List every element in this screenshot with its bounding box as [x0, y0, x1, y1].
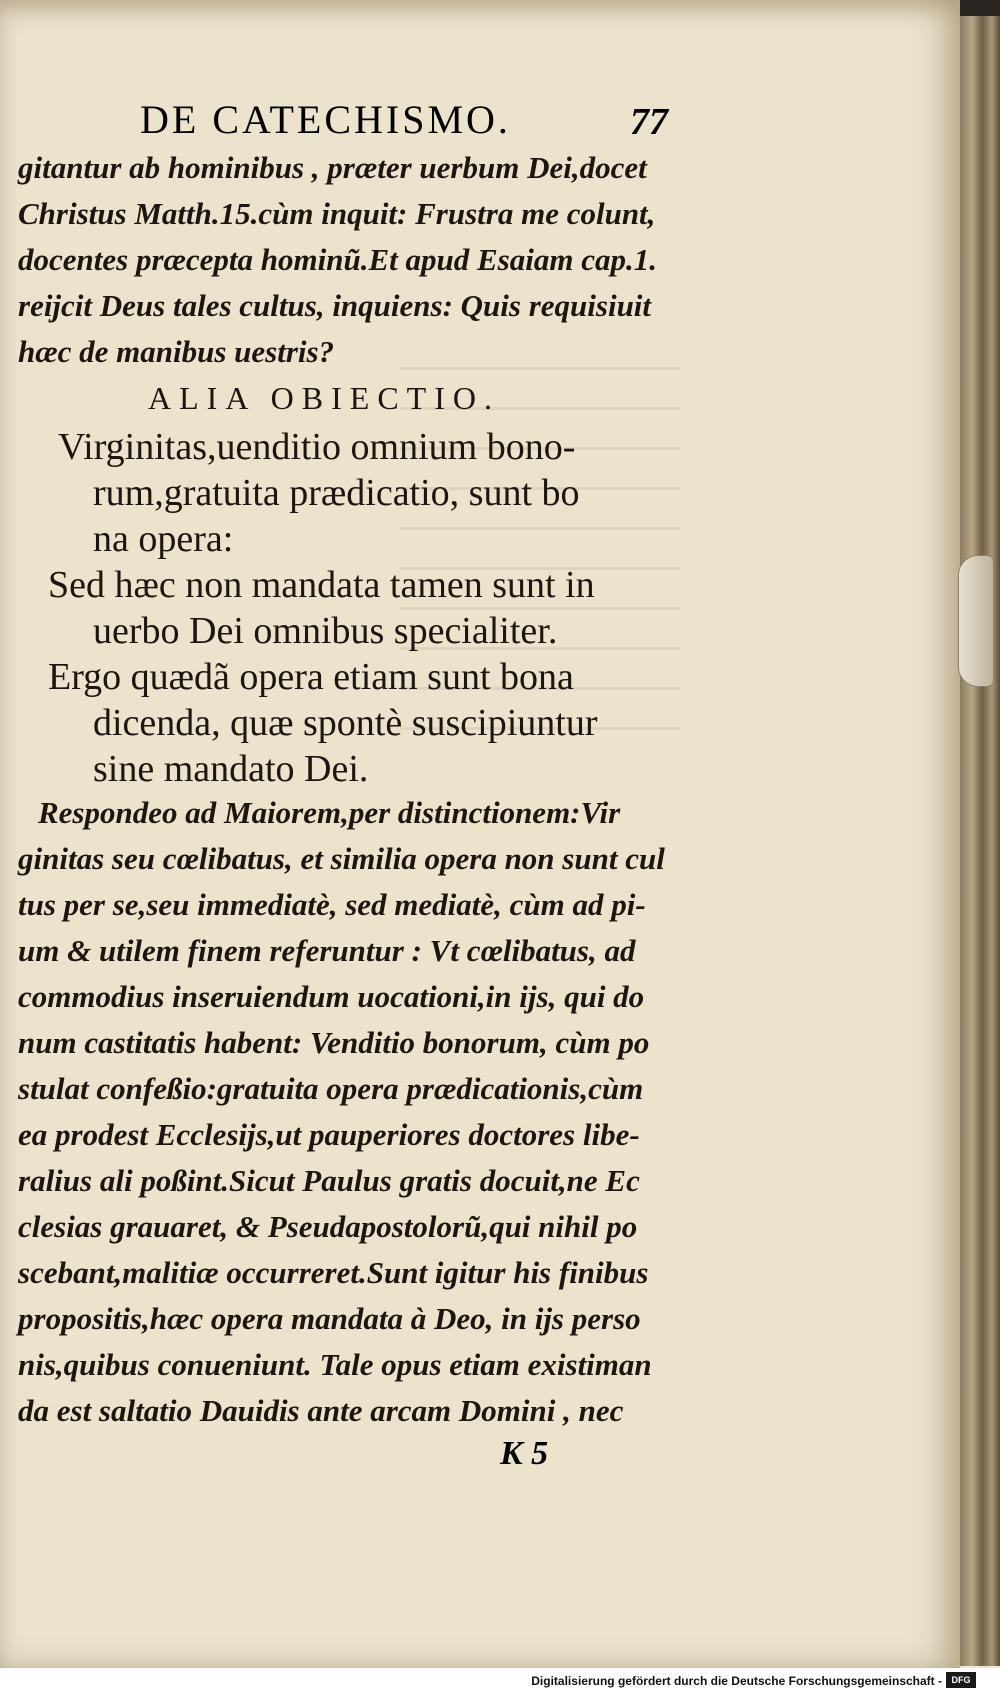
text-line: hæc de manibus uestris? [18, 334, 335, 369]
text-line: Respondeo ad Maiorem,per distinctionem:Vir [38, 795, 621, 830]
syllogism-line: rum,gratuita prædicatio, sunt bo [93, 472, 580, 514]
text-line: scebant,malitiæ occurreret.Sunt igitur his finibus [18, 1255, 649, 1290]
text-line: ralius ali poßint.Sicut Paulus gratis docuit,ne Ec [18, 1163, 640, 1198]
text-line: docentes præcepta hominũ.Et apud Esaiam cap.1. [18, 242, 657, 277]
signature-mark: K 5 [500, 1435, 549, 1472]
text-line: num castitatis habent: Venditio bonorum, cùm po [18, 1025, 650, 1060]
dfg-logo: DFG [946, 1672, 976, 1688]
section-title: ALIA OBIECTIO. [148, 380, 500, 416]
running-head: DE CATECHISMO. [140, 97, 511, 142]
syllogism-line: Sed hæc non mandata tamen sunt in [48, 564, 595, 606]
text-line: stulat confeßio:gratuita opera prædicationis,cùm [18, 1071, 644, 1106]
footer-credit: Digitalisierung gefördert durch die Deutsche Forschungsgemeinschaft - [531, 1674, 942, 1688]
clasp-tab [958, 555, 994, 687]
text-line: commodius inseruiendum uocationi,in ijs, qui do [18, 979, 645, 1014]
text-line: da est saltatio Dauidis ante arcam Domini , nec [18, 1393, 624, 1428]
syllogism-line: uerbo Dei omnibus specialiter. [93, 610, 558, 652]
syllogism-line: Ergo quædã opera etiam sunt bona [48, 656, 574, 698]
syllogism-line: dicenda, quæ spontè suscipiuntur [93, 702, 598, 744]
text-line: nis,quibus conueniunt. Tale opus etiam existiman [18, 1347, 652, 1382]
text-line: reijcit Deus tales cultus, inquiens: Quis requisiuit [18, 288, 652, 323]
text-line: clesias grauaret, & Pseudapostolorũ,qui nihil po [18, 1209, 638, 1244]
text-line: Christus Matth.15.cùm inquit: Frustra me colunt, [18, 196, 656, 231]
text-line: gitantur ab hominibus , præter uerbum Dei,docet [18, 150, 647, 185]
text-line: propositis,hæc opera mandata à Deo, in ijs perso [18, 1301, 641, 1336]
text-line: um & utilem finem referuntur : Vt cœlibatus, ad [18, 933, 636, 968]
text-line: ea prodest Ecclesijs,ut pauperiores doctores libe- [18, 1117, 640, 1152]
syllogism-line: sine mandato Dei. [93, 748, 369, 790]
page-number: 77 [630, 101, 668, 143]
page-edge [960, 16, 1000, 1666]
syllogism-line: Virginitas,uenditio omnium bono- [58, 426, 576, 468]
text-line: ginitas seu cœlibatus, et similia opera non sunt cul [18, 841, 665, 876]
text-line: tus per se,seu immediatè, sed mediatè, cùm ad pi- [18, 887, 646, 922]
syllogism-line: na opera: [93, 518, 234, 560]
